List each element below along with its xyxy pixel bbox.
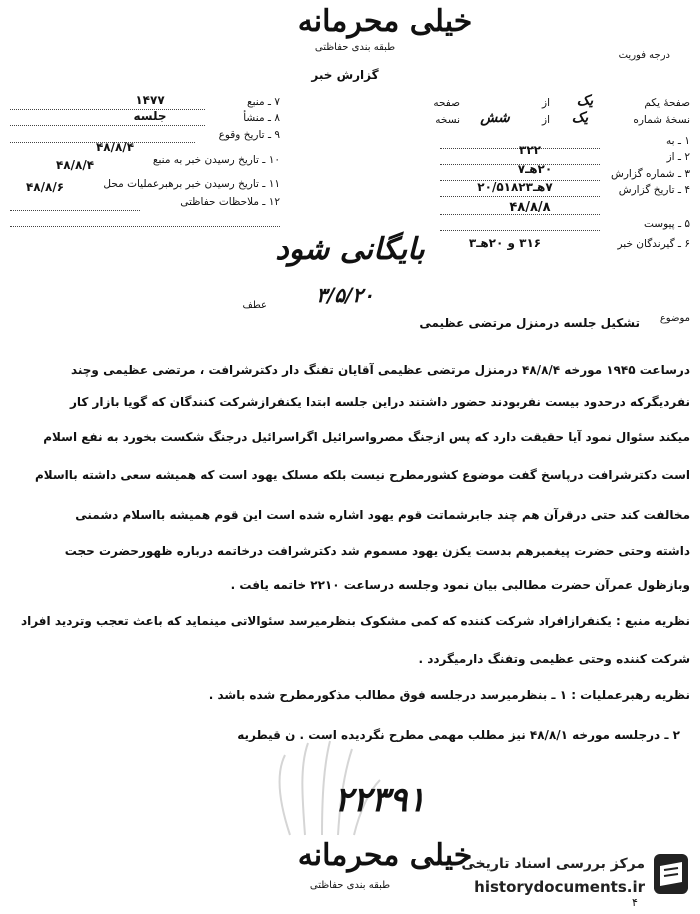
subject-value: تشکیل جلسه درمنزل مرتضی عظیمی — [419, 316, 640, 330]
archive-handwriting: بایگانی شود — [275, 232, 425, 267]
field-12: ۱۲ ـ ملاحظات حفاظتی — [180, 196, 280, 208]
field-3: ۳ ـ شماره گزارش — [611, 168, 690, 180]
copy-of: از — [542, 114, 550, 126]
archive-code: ۳/۵/۲۰ — [316, 283, 374, 307]
note-label: عطف — [242, 300, 267, 311]
field-6-value: ۳۱۶ و ۲۰هـ۳ — [468, 236, 542, 250]
body-line-11: ۲ ـ درجلسه مورخه ۴۸/۸/۱ نیز مطلب مهمی مطرح نگردیده است . ن قیطریه — [237, 728, 680, 742]
field-5: ۵ ـ پیوست — [643, 218, 690, 230]
field-6: ۶ ـ گیرندگان خبر — [617, 238, 690, 250]
body-line-9: شرکت کننده وحتی عظیمی وتفنگ دارمیگردد . — [418, 652, 690, 666]
field-9: ۹ ـ تاریخ وقوع — [218, 129, 280, 141]
top-stamp-title: خیلی محرمانه — [297, 4, 473, 39]
body-line-3: میکند سئوال نمود آیا حقیقت دارد که پس ازجنگ مصرواسرائیل اگراسرائیل درجنگ شکست بخورد به نفع اسلام — [43, 430, 690, 444]
body-line-5: مخالفت کند حتی درقرآن هم چند جابرشماتت قوم یهود اشاره شده است این قوم همیشه بااسلام دشمنی — [75, 508, 690, 522]
field-11-value: ۴۸/۸/۶ — [25, 180, 65, 194]
subject-label: موضوع — [659, 313, 690, 324]
field-5-value: ۴۸/۸/۸ — [509, 200, 551, 215]
copy-word: نسخه — [435, 114, 460, 126]
field-2-value: ۳۲۲ — [519, 143, 541, 157]
field-4-value: ۷هـ۲۰/۵۱۸۲۳ — [477, 180, 553, 194]
copy-label: نسخهٔ شماره — [633, 114, 690, 126]
bottom-stamp-title: خیلی محرمانه — [297, 838, 473, 873]
bottom-number: ۲۲۳۹۱ — [334, 780, 426, 820]
copy-value: یک — [571, 110, 589, 126]
field-9-value: ۴۸/۸/۴ — [95, 140, 135, 154]
page-value: یک — [576, 93, 594, 109]
body-line-1: درساعت ۱۹۴۵ مورخه ۴۸/۸/۴ درمنزل مرتضی عظیمی آقایان تفنگ دار دکترشرافت ، مرتضی عظیمی وچند — [70, 363, 690, 377]
footer-site: historydocuments.ir — [474, 878, 645, 896]
body-line-6: داشته وحتی حضرت پیغمبرهم بدست یکزن یهود مسموم شد دکترشرافت درخاتمه درباره ظهورحضرت حجت — [64, 544, 690, 558]
field-8-value: جلسه — [133, 109, 167, 123]
field-7-value: ۱۴۷۷ — [135, 93, 165, 107]
field-8: ۸ ـ منشأ — [243, 112, 280, 124]
top-stamp-subtitle: طبقه بندی حفاظتی — [314, 42, 396, 53]
body-line-10: نظریه رهبرعملیات : ۱ ـ بنظرمیرسد درجلسه فوق مطالب مذکورمطرح شده باشد . — [208, 688, 690, 702]
report-title: گزارش خبر — [311, 68, 379, 82]
field-3-value: ۲۰هـ۷ — [517, 162, 553, 176]
urgency-label: درجه فوریت — [618, 50, 670, 61]
footer-org: مرکز بررسی اسناد تاریخی — [461, 856, 645, 872]
field-2: ۲ ـ از — [666, 151, 690, 163]
page-label: صفحهٔ یکم — [644, 97, 690, 109]
body-line-8: نظریه منبع : یکنفرازافراد شرکت کننده که کمی مشکوک بنظرمیرسد سئوالاتی مینماید که باعث تعجب وتردید افراد — [20, 614, 690, 628]
copy-total: شش — [480, 110, 510, 126]
page-word: صفحه — [433, 97, 460, 109]
field-7: ۷ ـ منبع — [247, 96, 280, 108]
body-line-4: است دکترشرافت درپاسخ گفت موضوع کشورمطرح نیست بلکه مسلک یهود است که همیشه سعی داشته بااسلام — [34, 468, 690, 482]
field-10-value: ۴۸/۸/۴ — [55, 158, 95, 172]
footer-page: ۴ — [632, 896, 638, 909]
field-10: ۱۰ ـ تاریخ رسیدن خبر به منبع — [152, 154, 280, 166]
body-line-7: وبازظول عمرآن حضرت مطالبی بیان نمود وجلسه درساعت ۲۲۱۰ خاتمه یافت . — [230, 578, 690, 592]
page-of: از — [542, 97, 550, 109]
field-11: ۱۱ ـ تاریخ رسیدن خبر برهبرعملیات محل — [103, 178, 280, 190]
archive-logo-icon — [652, 852, 692, 900]
bottom-stamp-subtitle: طبقه بندی حفاظتی — [309, 880, 391, 891]
field-4: ۴ ـ تاریخ گزارش — [618, 184, 690, 196]
body-line-2: نفردیگرکه درحدود بیست نفربودند حضور داشتند دراین جلسه ابتدا یکنفرازشرکت کنندگان که گویا بازار کار — [69, 395, 690, 409]
field-1: ۱ ـ به — [666, 135, 690, 147]
